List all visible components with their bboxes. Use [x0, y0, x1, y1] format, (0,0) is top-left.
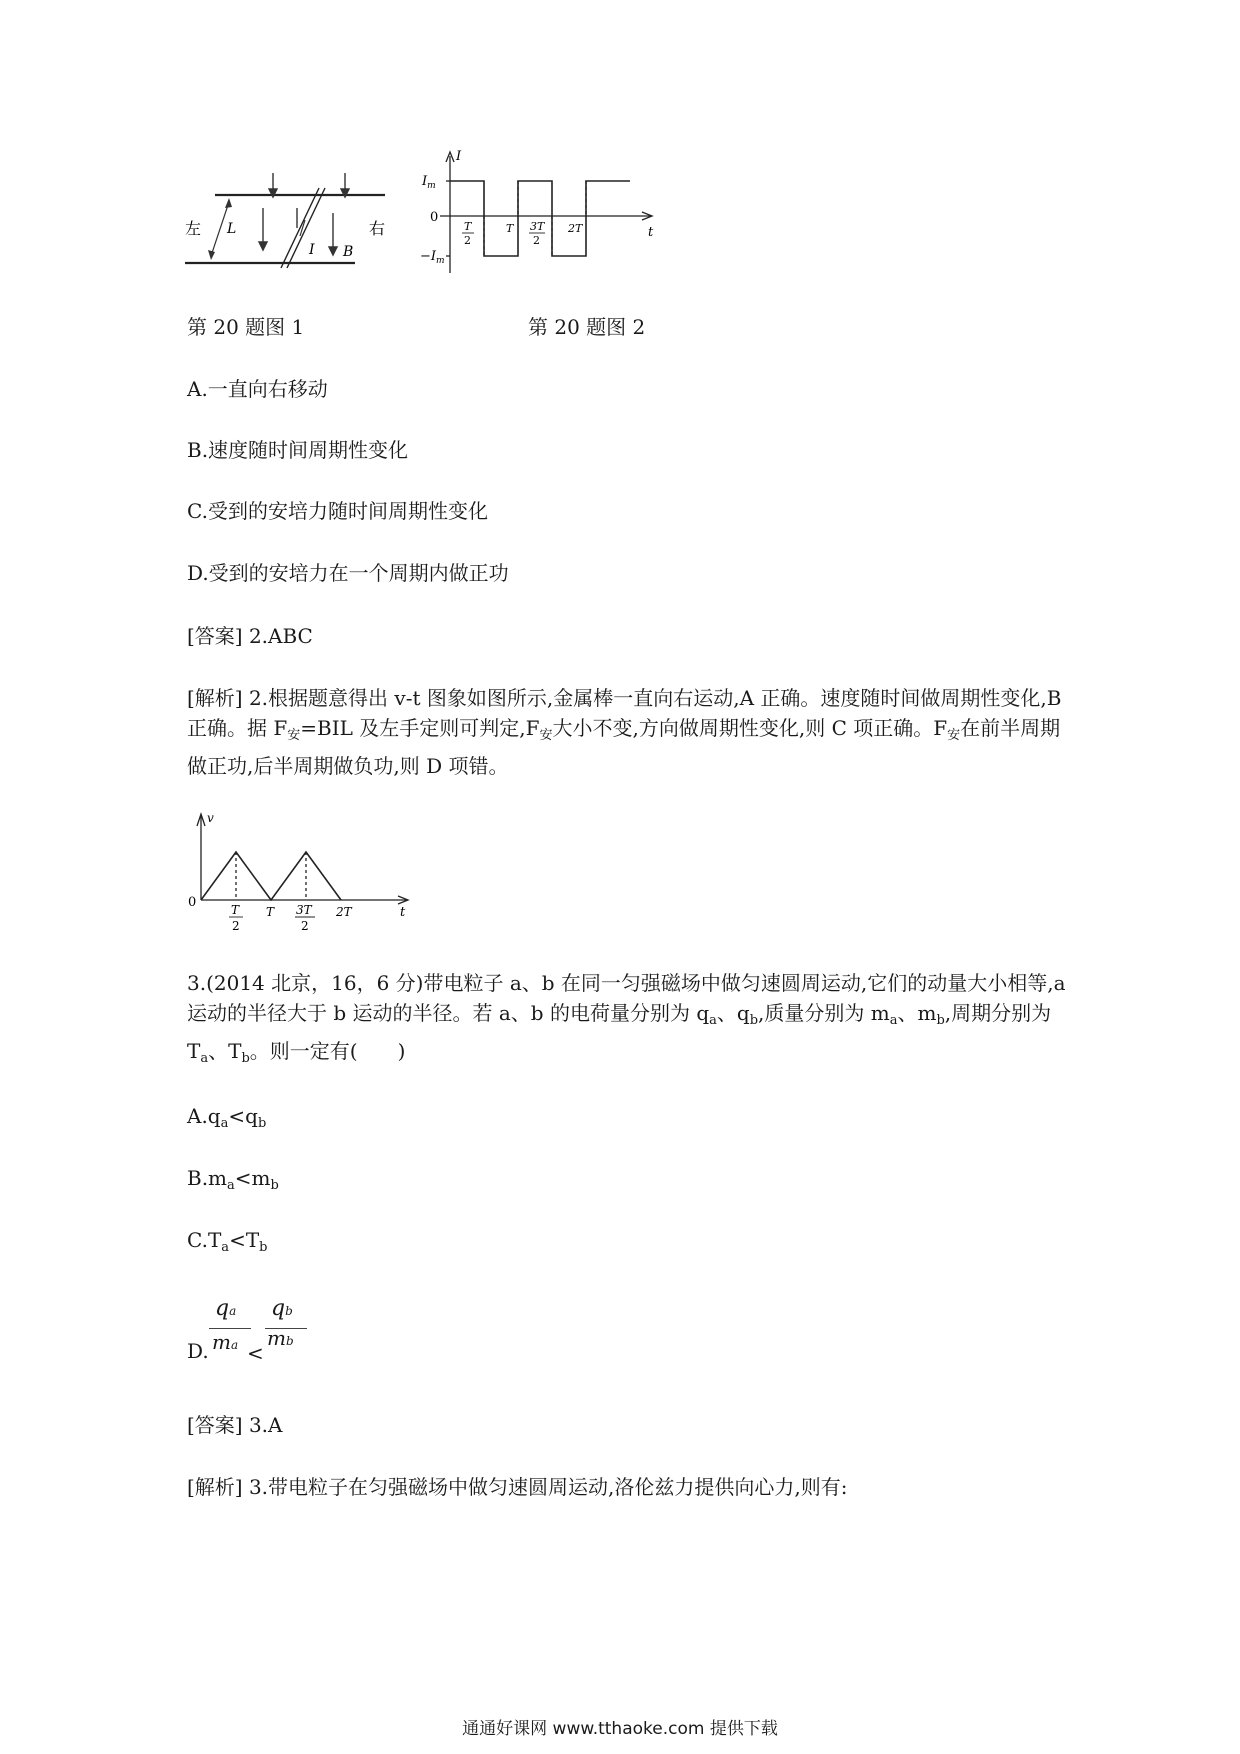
q2-option-a: A.一直向右移动: [187, 377, 328, 401]
figure-3-vt-graph: [186, 810, 416, 940]
fraction-2-denominator: mb: [267, 1326, 294, 1350]
fig2-tick-3T-2: 3T: [530, 220, 545, 233]
q3-option-b: $B.m_a<m_b$: [187, 1166, 279, 1193]
fig1-caption: 第 20 题图 1: [187, 315, 305, 339]
fig2-tick-T-2: T: [464, 220, 472, 233]
fig3-y-label: v: [207, 811, 214, 825]
fig1-I-label: I: [309, 242, 315, 258]
fig2-y-label: I: [456, 149, 462, 164]
fig3-x-label: t: [400, 905, 406, 920]
fig1-B-label: B: [343, 244, 354, 260]
q2-option-c: C.受到的安培力随时间周期性变化: [187, 499, 488, 523]
fraction-1-numerator: qa: [215, 1296, 237, 1321]
page-footer: 通通好课网 www.tthaoke.com 提供下载: [462, 1719, 778, 1739]
q3-answer: [答案] 3.A: [187, 1413, 283, 1437]
fraction-1-bar: [209, 1328, 251, 1329]
figure-2-current-graph: [420, 148, 660, 278]
q3-option-c: $C.T_a<T_b$: [187, 1228, 268, 1255]
fig2-tick-3T-2-den: 2: [533, 234, 540, 247]
fig3-zero: 0: [188, 895, 197, 910]
fig3-tick-3T-2-den: 2: [301, 919, 309, 933]
figure-1-rails: [185, 168, 395, 278]
fraction-2-numerator: qb: [271, 1296, 293, 1321]
fig2-caption: 第 20 题图 2: [528, 315, 646, 339]
q3-option-d-prefix: D.: [187, 1339, 209, 1363]
fraction-1-denominator: ma: [212, 1330, 239, 1354]
q3-option-a: $A.q_a<q_b$: [187, 1104, 267, 1131]
fig3-tick-T-2-den: 2: [232, 919, 240, 933]
fig3-tick-2T: 2T: [336, 905, 352, 919]
fig2-tick-T-2-den: 2: [464, 234, 471, 247]
fig3-tick-3T-2: 3T: [296, 903, 312, 917]
q2-option-b: B.速度随时间周期性变化: [187, 438, 409, 462]
fig2-zero: 0: [430, 210, 439, 225]
q2-option-d: D.受到的安培力在一个周期内做正功: [187, 561, 509, 585]
fig2-y-top: $I_m$: [422, 174, 436, 191]
q3-option-d: [187, 1296, 327, 1368]
q3-analysis: [解析] 3.带电粒子在匀强磁场中做匀速圆周运动,洛伦兹力提供向心力,则有:: [187, 1475, 848, 1499]
q2-answer: [答案] 2.ABC: [187, 624, 313, 648]
fig3-tick-T-2: T: [231, 903, 240, 917]
q2-analysis: [解析] 2.根据题意得出 v-t 图象如图所示,金属棒一直向右运动,A 正确。速度随时间做周期性变化,B 正确。据 $F_安=BIL$ 及左手定则可判定$,F_安$大小不变,方向做周期性变化,则 C 项正确。$F_安$在前半周期做正功,后半周期做负功,则 D 项错。: [187, 686, 1062, 778]
less-than-sign: <: [247, 1341, 264, 1365]
q3-stem: 3.(2014 北京，16，6 分)带电粒子 a、b 在同一匀强磁场中做匀速圆周运动,它们的动量大小相等,a 运动的半径大于 b 运动的半径。若 a、b 的电荷量分别为 $q_a$、$q_b$,质量分别为 $m_a$、$m_b$,周期分别为 $T_a$、$T_b$。则一定有( ): [187, 971, 1066, 1066]
fig2-y-bottom: $-I_m$: [420, 249, 445, 266]
fig1-left-label: 左: [185, 219, 202, 238]
fig2-x-label: t: [648, 225, 654, 240]
fig2-tick-T: T: [506, 222, 514, 235]
fig1-L-label: L: [227, 221, 237, 237]
fig2-tick-2T: 2T: [568, 222, 583, 235]
fig3-tick-T: T: [266, 905, 275, 919]
fig1-right-label: 右: [369, 219, 386, 238]
